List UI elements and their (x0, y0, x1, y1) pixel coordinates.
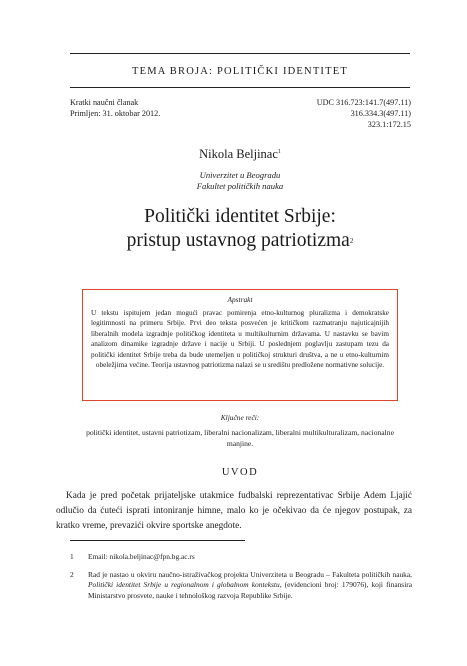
author-affiliation (70, 170, 410, 192)
project-title: Politički identitet Srbije u regionalnom i globalnom kontekstu (88, 580, 280, 590)
title-footnote-mark: 2 (349, 237, 354, 245)
footnote-text-part: Rad je nastao u okviru naučno-istraživačkog projekta Univerziteta u Beogradu – Fakulteta političkih nauka, (88, 570, 412, 579)
title-line-1: Politički identitet Srbije: (144, 206, 336, 227)
footnote-number: 1 (70, 552, 74, 561)
intro-paragraph: Kada je pred početak prijateljske utakmice fudbalski reprezentativac Srbije Adem Ljajić odlučio da ćuteći isprati intoniranje himne, malo ko je očekivao da će njegov postupak, za kratko vreme, prevazići okvire sportske anegdote. (56, 491, 412, 531)
section-heading: UVOD (221, 467, 259, 478)
footnote-2 (70, 570, 412, 601)
author-footnote-mark: 1 (277, 148, 281, 155)
abstract-box (82, 289, 398, 401)
article-title (70, 205, 410, 253)
article-meta-left (70, 97, 160, 119)
footnote-text (88, 570, 412, 601)
udc-classification (317, 97, 411, 130)
article-type: Kratki naučni članak (70, 98, 139, 107)
heading-bottom-rule (70, 87, 410, 88)
udc-line: 316.334.3(497.11) (350, 109, 411, 118)
journal-section-heading: TEMA BROJA: POLITIČKI IDENTITET (132, 66, 348, 77)
top-rule (70, 53, 410, 54)
udc-line: 323.1:172.15 (367, 120, 411, 129)
author-name (70, 147, 410, 162)
keywords-text: politički identitet, ustavni patriotizam, liberalni nacionalizam, liberalni multikulturalizam, nacionalne manjine. (86, 428, 394, 448)
title-line-2 (70, 229, 410, 253)
author-name-text: Nikola Beljinac (199, 147, 278, 161)
received-date: Primljen: 31. oktobar 2012. (70, 109, 161, 118)
affiliation-faculty: Fakultet političkih nauka (196, 181, 284, 191)
footnote-text: Email: nikola.beljinac@fpn.bg.ac.rs (88, 552, 195, 561)
abstract-heading: Apstrakt (227, 295, 253, 304)
footnote-separator (70, 540, 245, 541)
footnote-1 (70, 552, 412, 562)
keywords-heading: Ključne reči: (220, 413, 260, 422)
abstract-text: U tekstu ispitujem jedan mogući pravac pomirenja etno-kulturnog pluralizma i demokratske legitimnosti na primeru Srbije. Prvi deo teksta posvećen je kritičkom razmatranju najuticajnijih liberalnih modela izgradnje političkog identiteta u multikulturnim državama. U nastavku se bavim analizom dinamike izgradnje države i nacije u Srbiji. U poslednjem poglavlju zastupam tezu da politički identitet Srbije treba da bude utemeljen u političkoj strukturi društva, a ne u etno-kulturnim obeležjima većine. Teorija ustavnog patriotizma nalazi se u središtu predložene normativne solucije. (91, 309, 389, 370)
footnote-text-part: , (evidencioni broj: 179076), koji finansira Ministarstvo prosvete, nauke i tehnološkog razvoja Republike Srbije. (88, 580, 412, 600)
footnote-number: 2 (70, 570, 74, 579)
udc-line: UDC 316.723:141.7(497.11) (316, 98, 411, 107)
affiliation-university: Univerzitet u Beogradu (199, 170, 281, 180)
title-line-2-text: pristup ustavnog patriotizma (126, 230, 350, 251)
